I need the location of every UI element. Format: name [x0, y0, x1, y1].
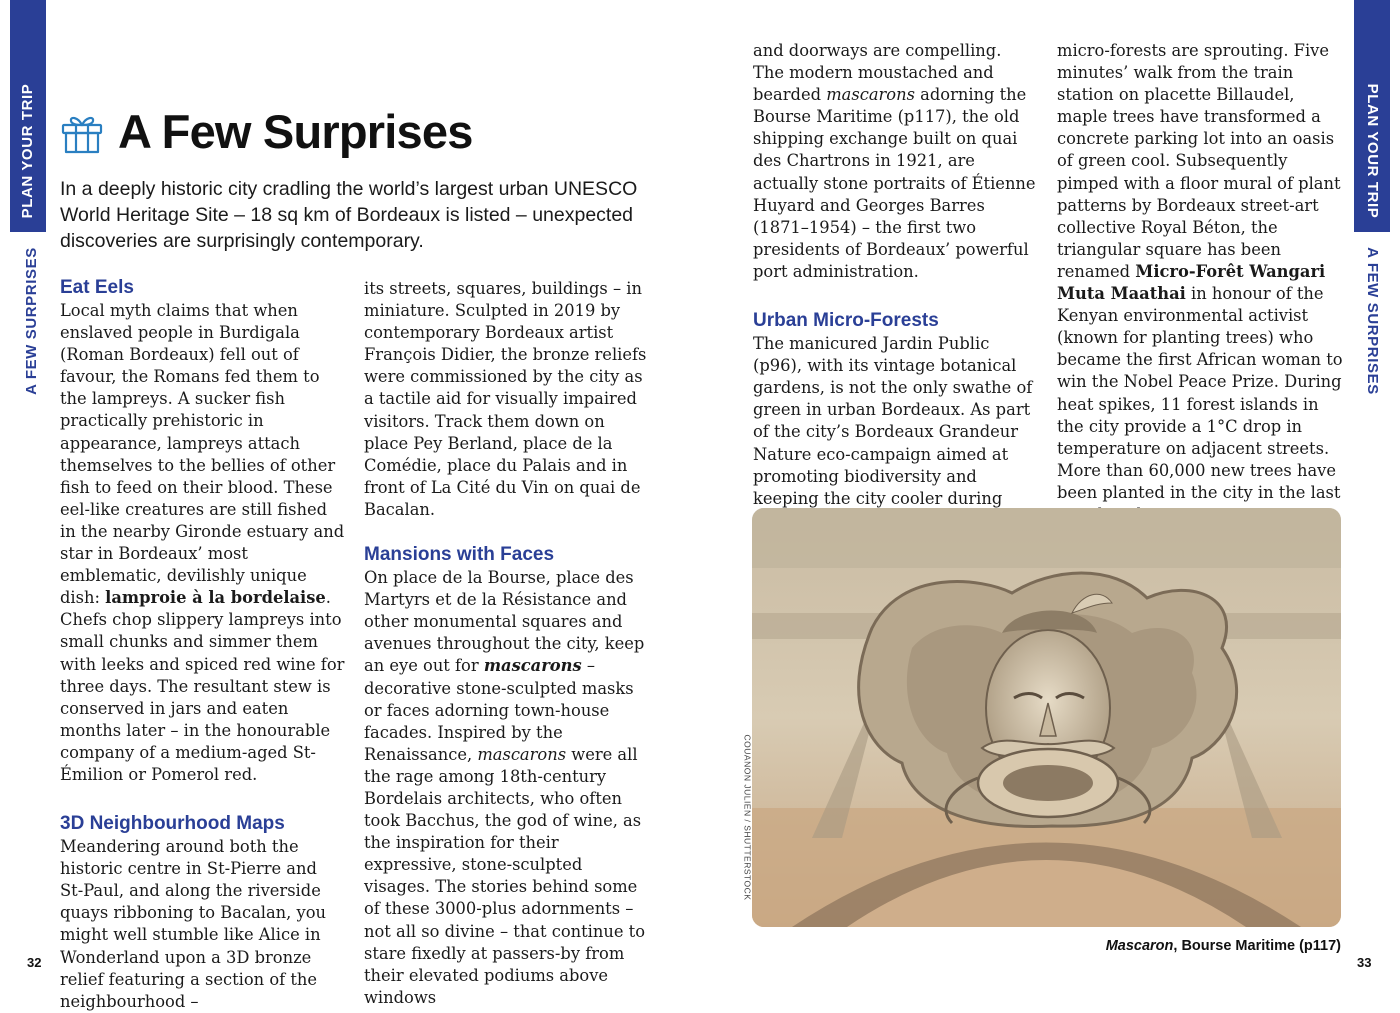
- gift-icon: [58, 108, 106, 156]
- section-tab-label-left: PLAN YOUR TRIP: [19, 83, 36, 219]
- page-title: A Few Surprises: [118, 105, 473, 158]
- heading-micro-forests: Urban Micro-Forests: [753, 310, 939, 332]
- heading-mansions: Mansions with Faces: [364, 544, 555, 566]
- mansions-text-part-2: and doorways are compelling. The modern moustached and bearded mascarons adorning the Bourse Maritime (p117), the old shipping exchange built on quai des Chartrons in 1921, are actually stone portraits of Étienne Huyard and Georges Barres (1871–1954) – the first two presidents of Bordeaux’ powerful port administration.: [753, 41, 1036, 281]
- maps-text-part-2: its streets, squares, buildings – in miniature. Sculpted in 2019 by contemporary Bordeaux artist François Didier, the bronze reliefs were commissioned by the city as a tactile aid for visually impaired visitors. Track them down on place Pey Berland, place de la Comédie, place du Palais and in front of La Cité du Vin on quai de Bacalan.: [364, 279, 647, 519]
- heading-3d-maps: 3D Neighbourhood Maps: [60, 813, 285, 835]
- maps-text-part-1: Meandering around both the historic centre in St-Pierre and St-Paul, and along the riverside quays ribboning to Bacalan, you might well stumble like Alice in Wonderland upon a 3D bronze relief featuring a section of the neighbourhood –: [60, 837, 327, 1011]
- photo-caption: Mascaron, Bourse Maritime (p117): [1105, 938, 1341, 954]
- chapter-label-right: A FEW SURPRISES: [1364, 247, 1381, 395]
- page-number-right: 33: [1357, 955, 1372, 970]
- forests-text-part-1: The manicured Jardin Public (p96), with its vintage botanical gardens, is not the only swathe of green in urban Bordeaux. As part of the city’s Bordeaux Grandeur Nature eco-campaign aimed at promoting biodiversity and keeping the city cooler during: [753, 334, 1033, 508]
- intro-paragraph: In a deeply historic city cradling the world’s largest urban UNESCO World Heritage Site – 18 sq km of Bordeaux is listed – unexpected discoveries are surprisingly contemporary.: [60, 178, 638, 252]
- column-2: [364, 278, 647, 1009]
- eat-eels-text: Local myth claims that when enslaved people in Burdigala (Roman Bordeaux) fell out of favour, the Romans fed them to the lampreys. A sucker fish practically prehistoric in appearance, lampreys attach themselves to the bellies of other fish to feed on their blood. These eel-like creatures are still fished in the nearby Gironde estuary and star in Bordeaux’ most emblematic, devilishly unique dish: lamproie à la bordelaise. Chefs chop slippery lampreys into small chunks and simmer them with leeks and spiced red wine for three days. The resultant stew is conserved in jars and eaten months later – in the honourable company of a medium-aged St-Émilion or Pomerol red.: [60, 301, 345, 784]
- forests-text-part-2: micro-forests are sprouting. Five minutes’ walk from the train station on placette Billaudel, maple trees have transformed a concrete parking lot into an oasis of green cool. Subsequently pimped with a floor mural of plant patterns by Bordeaux street-art collective Royal Béton, the triangular square has been renamed Micro-Forêt Wangari Muta Maathai in honour of the Kenyan environmental activist (known for planting trees) who became the first African woman to win the Nobel Peace Prize. During heat spikes, 11 forest islands in the city provide a 1°C drop in temperature on adjacent streets. More than 60,000 new trees have been planted in the city in the last: [1057, 41, 1343, 502]
- column-3: [753, 40, 1036, 532]
- column-1: [60, 276, 345, 1013]
- photo-credit: COUANON JULIEN / SHUTTERSTOCK: [742, 734, 753, 901]
- page-number-left: 32: [27, 955, 42, 970]
- mascaron-photo: [752, 508, 1341, 927]
- title-row: [58, 104, 473, 159]
- heading-eat-eels: Eat Eels: [60, 277, 134, 298]
- column-4: [1057, 40, 1343, 526]
- section-tab-label-right: PLAN YOUR TRIP: [1364, 83, 1381, 219]
- mansions-text-part-1: On place de la Bourse, place des Martyrs et de la Résistance and other monumental squares and avenues throughout the city, keep an eye out for mascarons – decorative stone-sculpted masks or faces adorning town-house facades. Inspired by the Renaissance, mascarons were all the rage among 18th-century Bordelais architects, who often took Bacchus, the god of wine, as the inspiration for their expressive, stone-sculpted visages. The stories behind some of these 3000-plus adornments – not all so divine – that continue to stare fixedly at passers-by from their elevated podiums above windows: [364, 568, 646, 1007]
- chapter-label-left: A FEW SURPRISES: [23, 247, 40, 395]
